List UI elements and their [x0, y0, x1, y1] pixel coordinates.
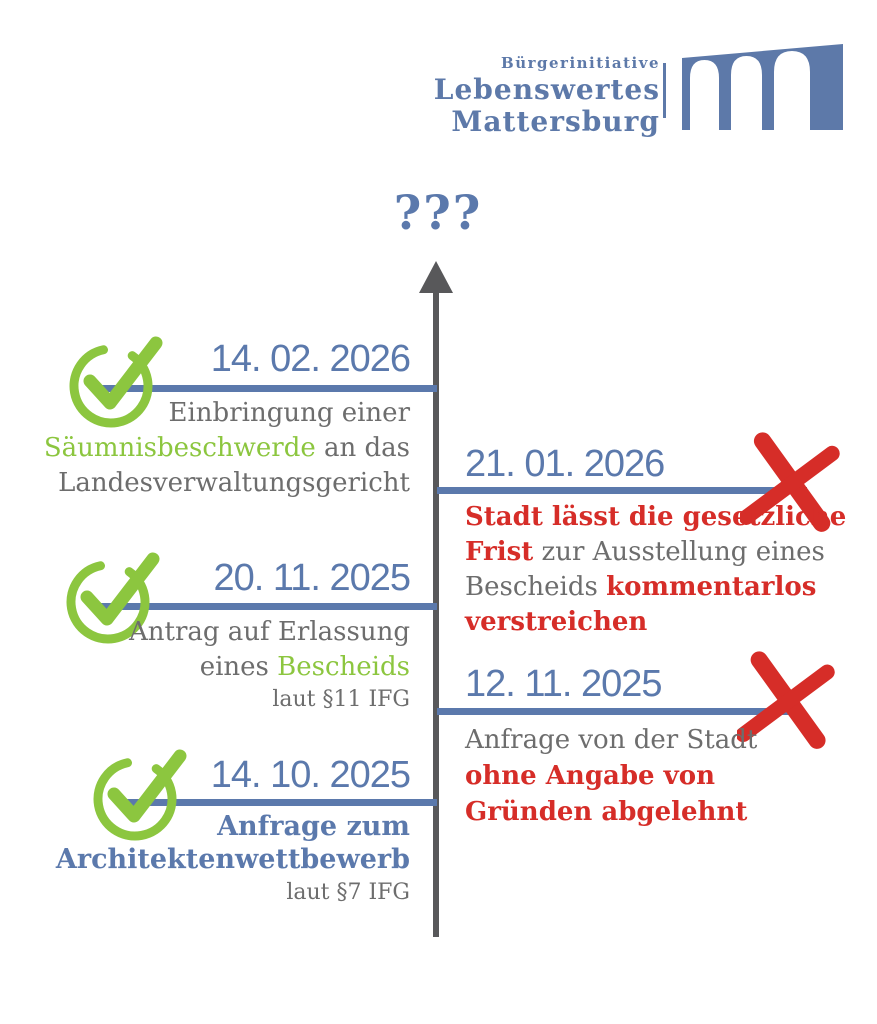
logo-separator — [663, 63, 666, 118]
event-description — [465, 722, 757, 830]
desc-segment: Anfrage von der Stadt — [465, 725, 758, 755]
event-date: 21. 01. 2026 — [465, 443, 665, 485]
desc-segment: kommentarlos — [606, 572, 817, 602]
desc-line — [465, 722, 757, 758]
desc-line — [465, 570, 846, 605]
event-date: 14. 10. 2025 — [210, 754, 410, 796]
desc-line — [465, 794, 757, 830]
desc-line — [129, 615, 410, 650]
logo-title-line2: Mattersburg — [451, 105, 660, 139]
viaduct-icon — [682, 44, 843, 130]
desc-segment: Anfrage zum — [217, 811, 410, 842]
desc-segment: Säumnisbeschwerde — [43, 433, 316, 463]
desc-line — [465, 605, 846, 640]
desc-segment: ohne Angabe von — [465, 761, 715, 791]
event-description — [44, 396, 410, 501]
event-legal-note: laut §11 IFG — [272, 687, 410, 712]
desc-segment: Bescheids — [277, 652, 410, 682]
event-description — [465, 500, 846, 640]
desc-segment: Einbringung einer — [168, 398, 410, 428]
desc-segment: Landesverwaltungsgericht — [58, 468, 410, 498]
desc-segment: Architektenwettbewerb — [55, 844, 410, 875]
question-marks: ??? — [393, 186, 483, 241]
logo-wordmark — [434, 56, 660, 139]
desc-line — [56, 810, 410, 843]
event-date: 14. 02. 2026 — [210, 338, 410, 380]
desc-segment: Bescheids — [465, 572, 607, 602]
desc-segment: Gründen abgelehnt — [465, 797, 748, 827]
event-date: 20. 11. 2025 — [213, 557, 410, 599]
desc-line — [44, 431, 410, 466]
desc-segment: Frist — [465, 537, 534, 567]
desc-segment: Antrag auf Erlassung — [129, 617, 410, 647]
event-description — [56, 810, 410, 876]
event-description — [129, 615, 410, 685]
event-date: 12. 11. 2025 — [465, 663, 662, 705]
desc-line — [44, 396, 410, 431]
desc-line — [129, 650, 410, 685]
desc-segment: zur Ausstellung eines — [533, 537, 825, 567]
desc-line — [465, 535, 846, 570]
logo-title-line1: Lebenswertes — [433, 73, 660, 106]
desc-segment: an das — [315, 433, 410, 463]
desc-segment: Stadt lässt die gesetzliche — [465, 502, 847, 532]
desc-line — [465, 758, 757, 794]
desc-segment: eines — [199, 652, 278, 682]
desc-line — [44, 466, 410, 501]
desc-line — [465, 500, 846, 535]
timeline-arrowhead-icon — [419, 261, 453, 293]
desc-segment: verstreichen — [465, 607, 648, 637]
desc-line — [56, 843, 410, 876]
logo-subtitle: Bürgerinitiative — [501, 54, 660, 72]
event-legal-note: laut §7 IFG — [286, 880, 410, 905]
